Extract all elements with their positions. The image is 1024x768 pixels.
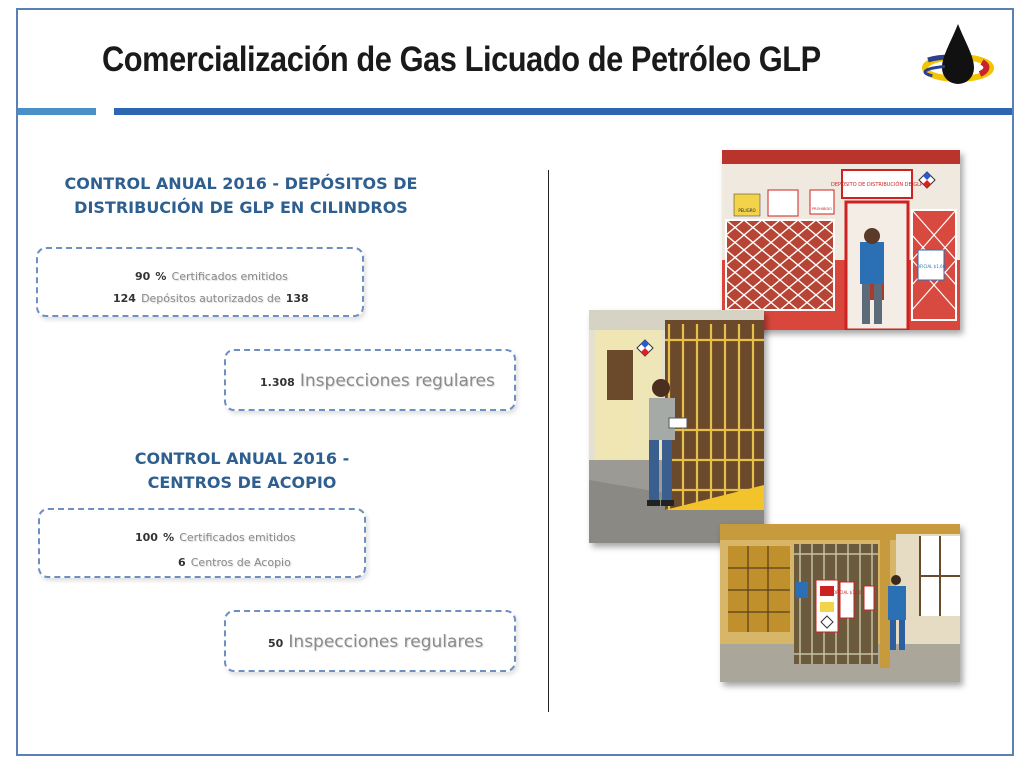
stat-row — [135, 526, 296, 545]
stat-value: 124 — [113, 292, 136, 305]
photo-acopio-image — [720, 524, 960, 682]
stat-label: Inspecciones regulares — [288, 632, 484, 652]
stat-box-inspecciones-depositos — [224, 349, 516, 411]
vertical-divider — [548, 170, 549, 712]
stat-value: 90 — [135, 270, 151, 283]
stat-row — [268, 632, 483, 652]
photo-poster-text: PROHIBIDO — [812, 207, 832, 211]
stat-unit: % — [155, 270, 167, 283]
photo-poster-text: PELIGRO — [738, 208, 756, 213]
stat-total: 138 — [285, 292, 309, 305]
photo-price-text: OFICIAL $1,60 — [832, 590, 862, 595]
stat-label: Centros de Acopio — [190, 556, 291, 569]
photo-centro-acopio — [720, 524, 960, 682]
stat-value: 6 — [178, 556, 186, 569]
header-rule-long — [114, 108, 1012, 115]
stat-unit: % — [163, 531, 175, 544]
stat-value: 100 — [135, 531, 158, 544]
photo-deposito-image — [722, 150, 960, 330]
stat-value: 50 — [268, 637, 284, 650]
stat-label: Inspecciones regulares — [299, 371, 495, 391]
slide-title: Comercialización de Gas Licuado de Petróleo GLP — [102, 40, 821, 79]
section-title-line: CONTROL ANUAL 2016 - DEPÓSITOS DE — [64, 174, 418, 193]
stat-row — [135, 265, 288, 284]
photo-deposito-distribucion — [722, 150, 960, 330]
stat-row — [178, 551, 291, 570]
stat-box-acopio-certificados — [38, 508, 366, 578]
section-title-line: CENTROS DE ACOPIO — [147, 473, 337, 492]
section-title-line: DISTRIBUCIÓN DE GLP EN CILINDROS — [74, 198, 408, 217]
photo-inspector-image — [589, 310, 764, 543]
stat-box-depositos-certificados — [36, 247, 364, 317]
stat-box-inspecciones-acopio — [224, 610, 516, 672]
stat-value: 1.308 — [260, 376, 295, 389]
stat-row — [260, 371, 495, 391]
header-rule-short — [18, 108, 96, 115]
stat-label: Depósitos autorizados de — [141, 292, 281, 305]
section-title-line: CONTROL ANUAL 2016 - — [134, 449, 350, 468]
section-title-depositos — [60, 172, 422, 220]
photo-sign-text: DEPÓSITO DE DISTRIBUCIÓN DE GLP — [831, 182, 923, 188]
oil-drop-logo — [922, 22, 994, 86]
photo-price-text: OFICIAL $1,60 — [916, 264, 946, 269]
section-title-acopio — [112, 447, 372, 495]
stat-label: Certificados emitidos — [179, 531, 296, 544]
photo-inspector-clipboard — [589, 310, 764, 543]
stat-label: Certificados emitidos — [171, 270, 288, 283]
stat-row — [113, 287, 309, 306]
